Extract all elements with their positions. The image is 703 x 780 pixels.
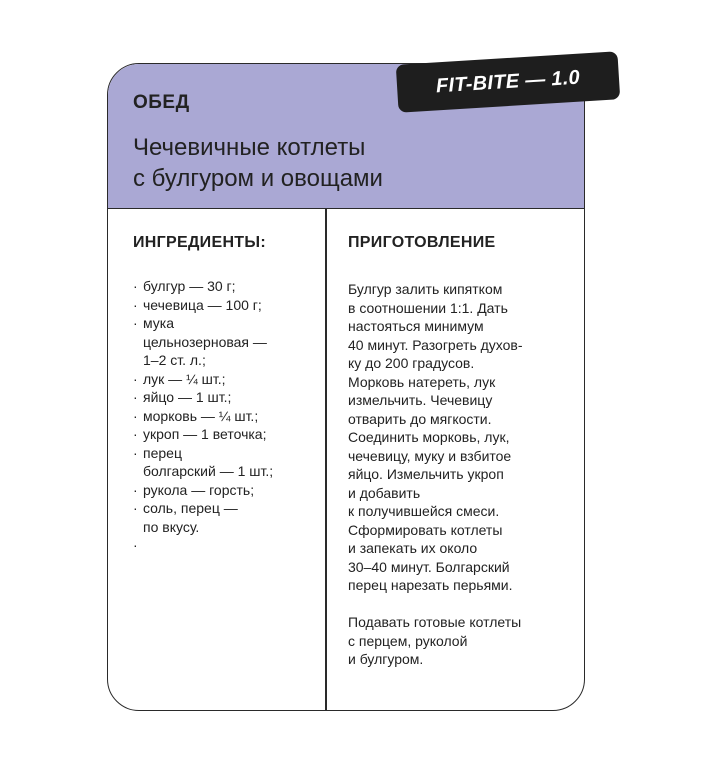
list-item: · соль, перец — по вкусу. (133, 500, 238, 535)
bullet: · (133, 537, 138, 553)
ingredients-list (133, 277, 323, 553)
preparation-heading: ПРИГОТОВЛЕНИЕ (348, 234, 496, 251)
bullet: · (133, 407, 138, 424)
list-item: · лук — ¼ шт.; (133, 370, 226, 387)
column-divider (325, 209, 327, 711)
ingredients-section (133, 234, 318, 553)
bullet: · (133, 315, 138, 331)
preparation-paragraph: Булгур залить кипятком в соотношении 1:1. Дать настояться минимум 40 минут. Разогреть духов- ку до 200 градусов. Морковь натереть, лук измельчить. Чечевицу отварить до мягкости. Соединить морковь, лук, чечевицу, муку и взбитое яйцо. Измельчить укроп и добавить к получившейся смеси. Сформировать котлеты и запекать их около 30–40 минут. Болгарский перец нарезать перьями. (348, 281, 523, 593)
bullet: · (133, 278, 138, 294)
recipe-card (107, 63, 585, 711)
bullet: · (133, 296, 138, 313)
list-item: · морковь — ¼ шт.; (133, 407, 259, 424)
bullet: · (133, 370, 138, 387)
preparation-section (348, 234, 576, 667)
recipe-title: Чечевичные котлеты с булгуром и овощами (133, 134, 383, 192)
preparation-paragraph: Подавать готовые котлеты с перцем, руколой и булгуром. (348, 614, 522, 667)
bullet: · (133, 500, 138, 516)
bullet: · (133, 389, 138, 405)
bullet: · (133, 426, 138, 442)
meal-type-label: ОБЕД (133, 92, 190, 113)
bullet: · (133, 444, 138, 461)
brand-badge (396, 51, 621, 112)
list-item: · чечевица — 100 г; (133, 296, 262, 313)
list-item: · рукола — горсть; (133, 481, 255, 498)
preparation-text (348, 280, 576, 669)
brand-badge-text: FIT-BITE — 1.0 (435, 66, 581, 97)
list-item: · булгур — 30 г; (133, 278, 236, 294)
bullet: · (133, 481, 138, 498)
list-item: · мука цельнозерновая — 1–2 ст. л.; (133, 315, 267, 368)
ingredients-heading: ИНГРЕДИЕНТЫ: (133, 234, 266, 251)
list-item: · перец болгарский — 1 шт.; (133, 444, 274, 479)
list-item: · укроп — 1 веточка; (133, 426, 267, 442)
list-item: · яйцо — 1 шт.; (133, 389, 232, 405)
